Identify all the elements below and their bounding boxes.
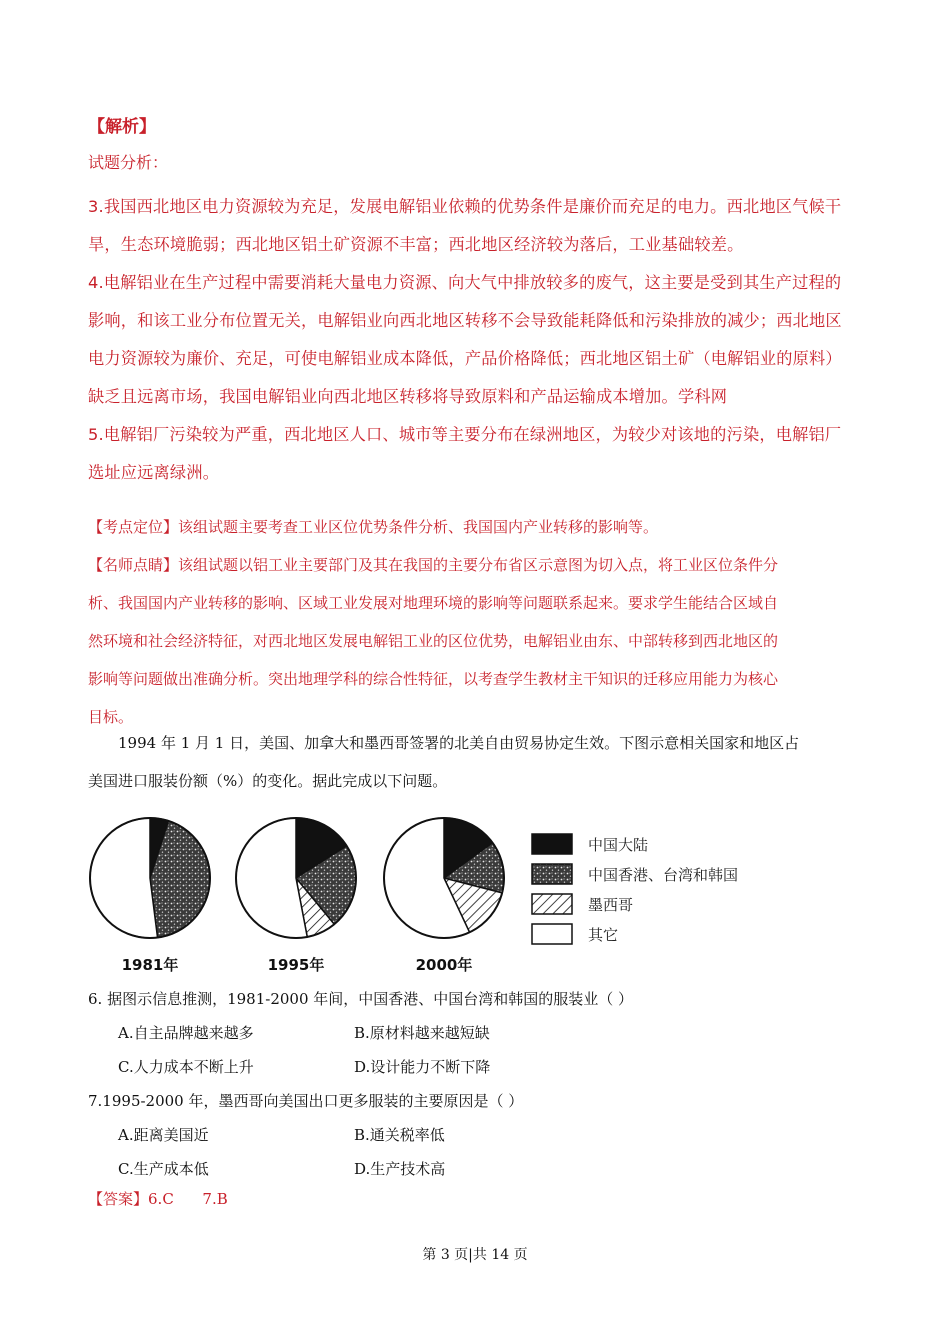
question-6-option-b[interactable]: B.原材料越来越短缺 <box>354 1024 490 1042</box>
mingshi-line: 然环境和社会经济特征，对西北地区发展电解铝工业的区位优势，电解铝业由东、中部转移到西北地区的 <box>88 632 779 650</box>
mingshi-line: 影响等问题做出准确分析。突出地理学科的综合性特征，以考查学生教材主干知识的迁移应用能力为核心 <box>88 670 779 688</box>
analysis-line: 电力资源较为廉价、充足，可使电解铝业成本降低，产品价格降低；西北地区铝土矿（电解铝业的原料） <box>88 349 842 368</box>
analysis-line: 3.我国西北地区电力资源较为充足，发展电解铝业依赖的优势条件是廉价而充足的电力。西北地区气候干 <box>88 197 842 216</box>
question-6-stem: 6. 据图示信息推测，1981-2000 年间，中国香港、中国台湾和韩国的服装业（ ） <box>88 990 634 1008</box>
answer-label: 【答案】 <box>88 1190 149 1208</box>
analysis-line: 影响，和该工业分布位置无关，电解铝业向西北地区转移不会导致能耗降低和污染排放的减少；西北地区 <box>88 311 842 330</box>
legend-label: 墨西哥 <box>588 896 634 914</box>
kaodian-section <box>88 508 868 736</box>
pie-chart-figure <box>86 806 786 982</box>
mingshi-line: 【名师点睛】该组试题以铝工业主要部门及其在我国的主要分布省区示意图为切入点，将工业区位条件分 <box>88 556 779 574</box>
legend-swatch <box>532 864 572 884</box>
question-6-option-a[interactable]: A.自主品牌越来越多 <box>118 1024 254 1042</box>
pie-year-label: 1981年 <box>121 956 179 974</box>
analysis-line: 4.电解铝业在生产过程中需要消耗大量电力资源、向大气中排放较多的废气，这主要是受到其生产过程的 <box>88 273 842 292</box>
analysis-heading: 【解析】 <box>88 117 156 137</box>
question-7-option-a[interactable]: A.距离美国近 <box>118 1126 209 1144</box>
question-7-option-b[interactable]: B.通关税率低 <box>354 1126 445 1144</box>
legend-label: 中国香港、台湾和韩国 <box>588 866 739 884</box>
pie-year-label: 2000年 <box>415 956 473 974</box>
legend-label: 其它 <box>588 926 619 944</box>
analysis-subheading: 试题分析： <box>88 153 169 172</box>
pie-slice-1981年-其它 <box>90 818 158 938</box>
analysis-line: 5.电解铝厂污染较为严重，西北地区人口、城市等主要分布在绿洲地区，为较少对该地的污染，电解铝厂 <box>88 425 842 444</box>
pie-slice-1995年-其它 <box>236 818 307 938</box>
mingshi-line: 析、我国国内产业转移的影响、区域工业发展对地理环境的影响等问题联系起来。要求学生能结合区域自 <box>88 594 779 612</box>
answer-line <box>88 1188 228 1209</box>
question-7-option-d[interactable]: D.生产技术高 <box>354 1160 446 1178</box>
legend-label: 中国大陆 <box>588 836 649 854</box>
question-7-stem: 7.1995-2000 年，墨西哥向美国出口更多服装的主要原因是（ ） <box>88 1092 524 1110</box>
legend-swatch <box>532 924 572 944</box>
intro-line: 1994 年 1 月 1 日，美国、加拿大和墨西哥签署的北美自由贸易协定生效。下图示意相关国家和地区占 <box>118 734 800 752</box>
question-7-option-c[interactable]: C.生产成本低 <box>118 1160 209 1178</box>
legend-swatch <box>532 834 572 854</box>
mingshi-line: 目标。 <box>88 708 134 726</box>
analysis-line: 旱，生态环境脆弱；西北地区铝土矿资源不丰富；西北地区经济较为落后，工业基础较差。 <box>88 235 744 254</box>
analysis-body <box>88 188 868 492</box>
question-intro <box>88 724 868 800</box>
legend-swatch <box>532 894 572 914</box>
analysis-line: 选址应远离绿洲。 <box>88 463 220 482</box>
answer-value: 6.C 7.B <box>148 1190 228 1208</box>
page-footer: 第 3 页|共 14 页 <box>422 1247 528 1263</box>
kaodian-line: 【考点定位】该组试题主要考查工业区位优势条件分析、我国国内产业转移的影响等。 <box>88 518 659 536</box>
pie-year-label: 1995年 <box>267 956 325 974</box>
analysis-line: 缺乏且远离市场，我国电解铝业向西北地区转移将导致原料和产品运输成本增加。学科网 <box>88 387 728 406</box>
question-6-option-d[interactable]: D.设计能力不断下降 <box>354 1058 491 1076</box>
question-6-option-c[interactable]: C.人力成本不断上升 <box>118 1058 254 1076</box>
intro-line: 美国进口服装份额（%）的变化。据此完成以下问题。 <box>88 772 448 790</box>
